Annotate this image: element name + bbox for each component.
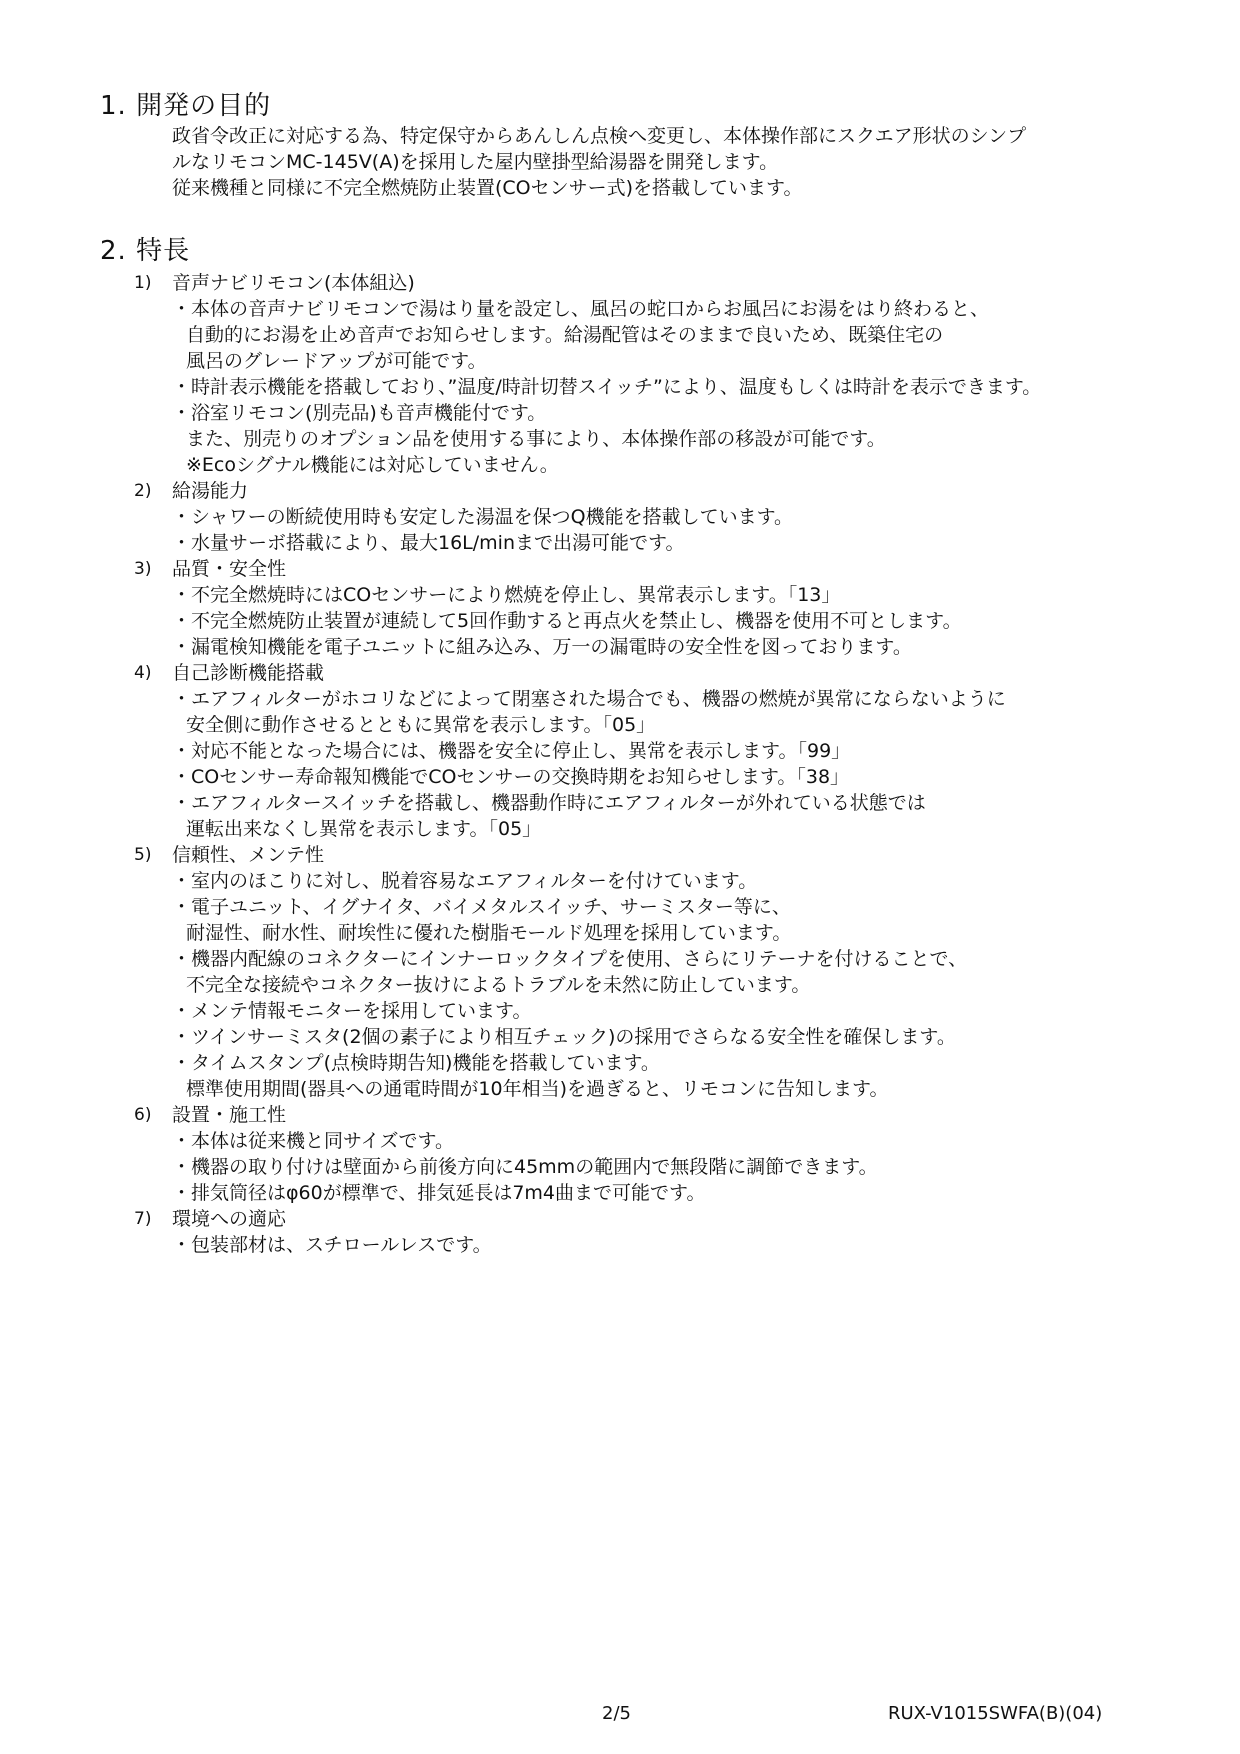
feature-line: ・時計表示機能を搭載しており、”温度/時計切替スイッチ”により、温度もしくは時計を表示できます。 <box>172 376 1042 398</box>
feature-line: 標準使用期間(器具への通電時間が10年相当)を過ぎると、リモコンに告知します。 <box>186 1078 889 1100</box>
section-1-line: 政省令改正に対応する為、特定保守からあんしん点検へ変更し、本体操作部にスクエア形状のシンプ <box>172 125 1027 147</box>
section-1-line: ルなリモコンMC-145V(A)を採用した屋内壁掛型給湯器を開発します。 <box>172 151 779 173</box>
page-number: 2/5 <box>602 1703 631 1724</box>
feature-number: 3) <box>134 559 152 579</box>
feature-line: ・タイムスタンプ(点検時期告知)機能を搭載しています。 <box>172 1052 660 1074</box>
section-2-title: 2. 特長 <box>100 236 191 266</box>
feature-line: また、別売りのオプション品を使用する事により、本体操作部の移設が可能です。 <box>186 428 886 450</box>
section-1-title: 1. 開発の目的 <box>100 91 272 121</box>
feature-line: ・ツインサーミスタ(2個の素子により相互チェック)の採用でさらなる安全性を確保します。 <box>172 1026 956 1048</box>
feature-label: 品質・安全性 <box>172 558 287 580</box>
feature-label: 信頼性、メンテ性 <box>172 844 325 866</box>
feature-label: 給湯能力 <box>172 480 249 502</box>
model-number: RUX-V1015SWFA(B)(04) <box>888 1703 1103 1724</box>
feature-line: ・メンテ情報モニターを採用しています。 <box>172 1000 532 1022</box>
feature-line: ・包装部材は、スチロールレスです。 <box>172 1234 492 1256</box>
feature-number: 1) <box>134 273 152 293</box>
feature-line: ・漏電検知機能を電子ユニットに組み込み、万一の漏電時の安全性を図っております。 <box>172 636 912 658</box>
feature-line: ・エアフィルタースイッチを搭載し、機器動作時にエアフィルターが外れている状態では <box>172 792 926 814</box>
feature-number: 7) <box>134 1209 152 1229</box>
feature-line: ・浴室リモコン(別売品)も音声機能付です。 <box>172 402 547 424</box>
feature-line: 不完全な接続やコネクター抜けによるトラブルを未然に防止しています。 <box>186 974 811 996</box>
feature-line: 運転出来なくし異常を表示します。「05」 <box>186 818 542 840</box>
feature-line: ・機器の取り付けは壁面から前後方向に45mmの範囲内で無段階に調節できます。 <box>172 1156 878 1178</box>
feature-label: 環境への適応 <box>172 1208 287 1230</box>
feature-line: ・エアフィルターがホコリなどによって閉塞された場合でも、機器の燃焼が異常にならないように <box>172 688 1006 710</box>
feature-line: ・排気筒径はφ60が標準で、排気延長は7m4曲まで可能です。 <box>172 1182 706 1204</box>
feature-line: ・対応不能となった場合には、機器を安全に停止し、異常を表示します。「99」 <box>172 740 851 762</box>
feature-line: ・本体は従来機と同サイズです。 <box>172 1130 454 1152</box>
feature-line: 風呂のグレードアップが可能です。 <box>186 350 487 372</box>
feature-line: 安全側に動作させるとともに異常を表示します。「05」 <box>186 714 656 736</box>
feature-line: ・不完全燃焼時にはCOセンサーにより燃焼を停止し、異常表示します。「13」 <box>172 584 841 606</box>
feature-number: 5) <box>134 845 152 865</box>
feature-line: ・室内のほこりに対し、脱着容易なエアフィルターを付けています。 <box>172 870 758 892</box>
feature-number: 6) <box>134 1105 152 1125</box>
feature-line: ・電子ユニット、イグナイタ、バイメタルスイッチ、サーミスター等に、 <box>172 896 791 918</box>
feature-number: 4) <box>134 663 152 683</box>
feature-line: ※Ecoシグナル機能には対応していません。 <box>186 454 559 476</box>
section-1-line: 従来機種と同様に不完全燃焼防止装置(COセンサー式)を搭載しています。 <box>172 177 803 199</box>
feature-line: ・不完全燃焼防止装置が連続して5回作動すると再点火を禁止し、機器を使用不可とします。 <box>172 610 962 632</box>
feature-line: ・本体の音声ナビリモコンで湯はり量を設定し、風呂の蛇口からお風呂にお湯をはり終わると、 <box>172 298 990 320</box>
feature-label: 自己診断機能搭載 <box>172 662 325 684</box>
feature-number: 2) <box>134 481 152 501</box>
feature-line: ・シャワーの断続使用時も安定した湯温を保つQ機能を搭載しています。 <box>172 506 794 528</box>
feature-line: ・機器内配線のコネクターにインナーロックタイプを使用、さらにリテーナを付けることで、 <box>172 948 968 970</box>
feature-label: 設置・施工性 <box>172 1104 287 1126</box>
feature-line: ・COセンサー寿命報知機能でCOセンサーの交換時期をお知らせします。「38」 <box>172 766 850 788</box>
feature-line: ・水量サーボ搭載により、最大16L/minまで出湯可能です。 <box>172 532 685 554</box>
feature-line: 自動的にお湯を止め音声でお知らせします。給湯配管はそのままで良いため、既築住宅の <box>186 324 944 346</box>
feature-label: 音声ナビリモコン(本体組込) <box>172 272 415 294</box>
feature-line: 耐湿性、耐水性、耐埃性に優れた樹脂モールド処理を採用しています。 <box>186 922 792 944</box>
